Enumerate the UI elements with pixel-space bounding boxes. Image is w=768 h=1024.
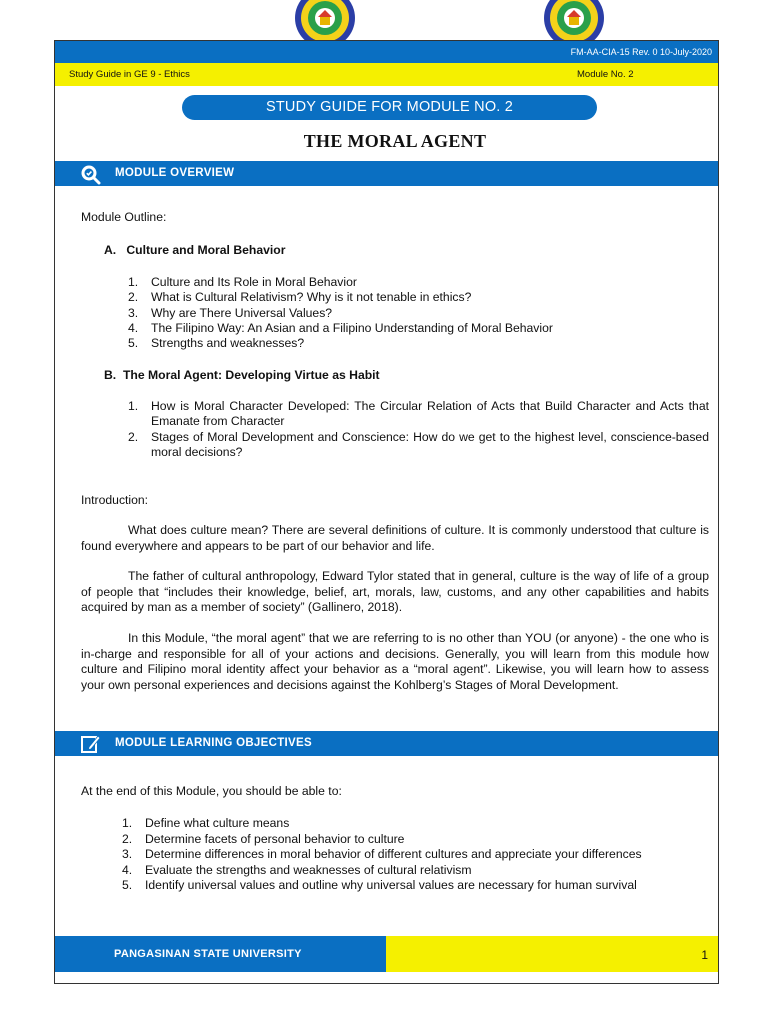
learning-objectives-header (55, 731, 718, 756)
list-item: 5. Strengths and weaknesses? (128, 336, 305, 351)
university-name: PANGASINAN STATE UNIVERSITY (114, 948, 302, 960)
part-a-heading: A. Culture and Moral Behavior (104, 243, 286, 257)
part-b-heading: B. The Moral Agent: Developing Virtue as Habit (104, 368, 380, 382)
module-overview-title: MODULE OVERVIEW (115, 167, 235, 179)
edit-pencil-icon (79, 733, 101, 755)
list-item: 4. Evaluate the strengths and weaknesses of cultural relativism (122, 862, 472, 877)
list-item: 1. Define what culture means (122, 816, 290, 830)
university-seal-right (543, 0, 605, 44)
document-title: THE MORAL AGENT (303, 131, 487, 151)
university-seal-left (294, 0, 356, 44)
magnifier-icon (79, 163, 101, 185)
learning-objectives-title: MODULE LEARNING OBJECTIVES (115, 737, 312, 749)
form-code-bar (55, 41, 718, 63)
intro-paragraph-3: In this Module, “the moral agent” that we are referring to is no other than YOU (or anyone) - the one who is in-charge and responsible for all of your actions and decisions. Generally, you will learn from this module how culture and Filipino moral identity affect your behavior as a “moral agent”. Likewise, you will learn how to assess your own personal experiences and decisions against the Kohlberg’s Stages of Moral Development. (81, 631, 709, 692)
form-code: FM-AA-CIA-15 Rev. 0 10-July-2020 (570, 47, 712, 57)
intro-paragraph-1: What does culture mean? There are several definitions of culture. It is commonly understood that culture is found everywhere and appears to be part of our behavior and life. (81, 523, 709, 553)
list-item: 3. Why are There Universal Values? (128, 305, 333, 320)
list-item: 2. What is Cultural Relativism? Why is it not tenable in ethics? (128, 290, 472, 305)
list-item: 3. Determine differences in moral behavior of different cultures and appreciate your differences (122, 847, 642, 862)
objectives-intro: At the end of this Module, you should be able to: (81, 784, 342, 798)
list-item: 1. Culture and Its Role in Moral Behavior (128, 275, 357, 289)
footer-page-box (386, 936, 718, 972)
list-item: 1. How is Moral Character Developed: The Circular Relation of Acts that Build Character and Acts that Emanate from Character (128, 399, 709, 429)
course-header-bar (55, 63, 718, 86)
objectives-list (122, 816, 682, 894)
list-item: 5. Identify universal values and outline why universal values are necessary for human survival (122, 878, 637, 893)
part-a-list (128, 275, 708, 351)
module-outline-label: Module Outline: (81, 210, 167, 224)
module-title-pill: STUDY GUIDE FOR MODULE NO. 2 (182, 95, 597, 120)
list-item: 2. Stages of Moral Development and Conscience: How do we get to the highest level, conscience-based moral decisions? (128, 429, 709, 459)
module-overview-header (55, 161, 718, 186)
part-b-list (128, 399, 709, 460)
page-number: 1 (701, 948, 708, 962)
list-item: 4. The Filipino Way: An Asian and a Filipino Understanding of Moral Behavior (128, 320, 553, 335)
intro-paragraph-2: The father of cultural anthropology, Edward Tylor stated that in general, culture is the way of life of a group of people that “includes their knowledge, belief, art, morals, law, customs, and any other capabilities and habits acquired by man as a member of society” (Gallinero, 2018). (81, 569, 709, 614)
footer-university (55, 936, 386, 972)
module-label: Module No. 2 (577, 69, 634, 80)
introduction-label: Introduction: (81, 493, 149, 507)
list-item: 2. Determine facets of personal behavior to culture (122, 831, 405, 846)
course-label: Study Guide in GE 9 - Ethics (69, 69, 190, 80)
